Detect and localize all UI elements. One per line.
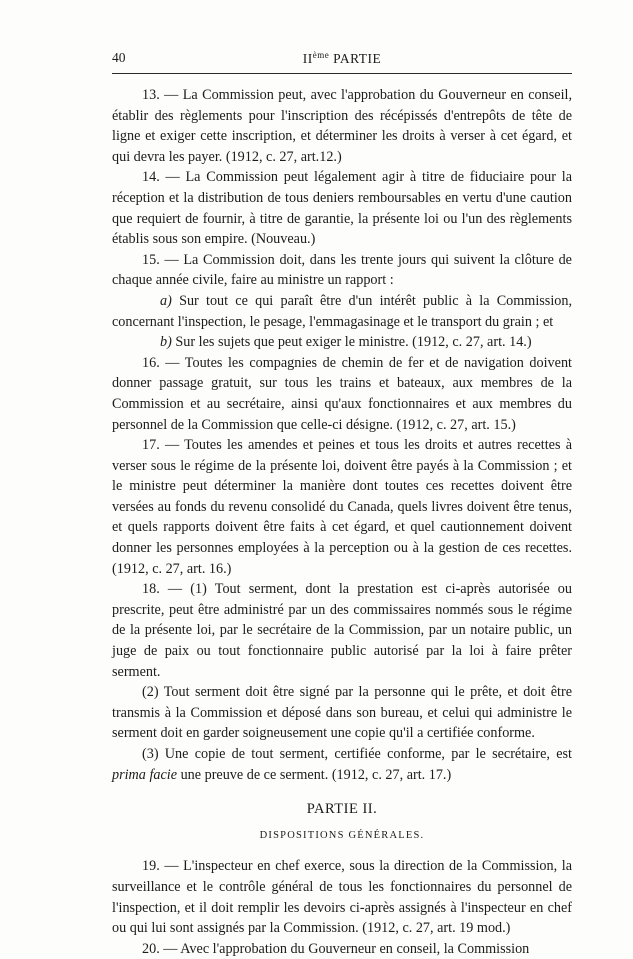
section-15-b-label: b) [160, 334, 172, 351]
page-number: 40 [112, 50, 126, 65]
part-heading: PARTIE II. [306, 801, 378, 818]
body-text [112, 85, 572, 959]
section-18-3-italic: prima facie [112, 766, 178, 783]
section-15-a-label: a) [160, 292, 172, 309]
section-13: 13. — La Commission peut, avec l'approbation du Gouverneur en conseil, établir des règlements pour l'inscription des récépissés d'entrepôts de tête de ligne et exiger cette inscription, et déterminer les droits à verser à cet égard, et qui devra les payer. (1912, c. 27, art.12.) [112, 87, 572, 165]
part-superscript: ème [312, 50, 330, 60]
section-14: 14. — La Commission peut légalement agir à titre de fiduciaire pour la réception et la distribution de tous deniers remboursables en vertu d'une caution que requiert de fournir, à titre de garantie, la présente loi ou l'un des règlements établis sous son empire. (Nouveau.) [112, 169, 572, 248]
section-15: 15. — La Commission doit, dans les trente jours qui suivent la clôture de chaque année civile, faire au ministre un rapport : [112, 251, 572, 289]
section-16: 16. — Toutes les compagnies de chemin de fer et de navigation doivent donner passage gratuit, sur tous les trains et bateaux, aux membres de la Commission et au secrétaire, ainsi qu'aux fonctionnaires et aux membres du personnel de la Commission que celle-ci désigne. (1912, c. 27, art. 15.) [112, 354, 572, 433]
section-15-b-text: Sur les sujets que peut exiger le ministre. (1912, c. 27, art. 14.) [175, 334, 532, 351]
section-17: 17. — Toutes les amendes et peines et tous les droits et autres recettes à verser sous le régime de la présente loi, doivent être payés à la Commission ; et le ministre peut déterminer la manière dont toutes ces recettes doivent être versées au fonds du revenu consolidé du Canada, quels livres doivent être tenus, et quels rapports doivent être faits à cet égard, et quel cautionnement doivent donner les personnes employées à la perception ou à la gestion de ces recettes. (1912, c. 27, art. 16.) [112, 437, 572, 577]
section-15-b [112, 332, 572, 353]
section-20: 20. — Avec l'approbation du Gouverneur en conseil, la Commission [142, 940, 530, 957]
section-18-2: (2) Tout serment doit être signé par la personne qui le prête, et doit être transmis à la Commission et déposé dans son bureau, et celui qui administre le serment doit en garder soigneusement une copie qu'il a certifiée conforme. [112, 684, 572, 742]
part-label: PARTIE [333, 51, 382, 66]
section-18-3-after: une preuve de ce serment. (1912, c. 27, art. 17.) [180, 766, 452, 783]
header-rule [112, 73, 572, 74]
part-subheading: DISPOSITIONS GÉNÉRALES. [259, 829, 425, 841]
section-19: 19. — L'inspecteur en chef exerce, sous la direction de la Commission, la surveillance et le contrôle général de tous les fonctionnaires du personnel de l'inspection, et il doit remplir les devoirs ci-après assignés à l'inspecteur en chef ou qui lui sont assignés par la Commission. (1912, c. 27, art. 19 mod.) [112, 858, 572, 937]
section-18-3-before: (3) Une copie de tout serment, certifiée conforme, par le secrétaire, est [142, 746, 572, 762]
running-title [112, 50, 572, 67]
section-15-a-text: Sur tout ce qui paraît être d'un intérêt public à la Commission, concernant l'inspection, le pesage, l'emmagasinage et le transport du grain ; et [112, 292, 573, 330]
page-header [112, 50, 572, 70]
section-18-3 [112, 744, 572, 785]
section-18-1: 18. — (1) Tout serment, dont la prestation est ci-après autorisée ou prescrite, peut être administré par un des commissaires nommés sous le régime de la présente loi, par le secrétaire de la Commission, par un notaire public, un juge de paix ou tout fonctionnaire public autorisé par la loi à faire prêter serment. [112, 581, 572, 680]
part-prefix: II [302, 51, 313, 66]
section-15-a [112, 291, 572, 332]
